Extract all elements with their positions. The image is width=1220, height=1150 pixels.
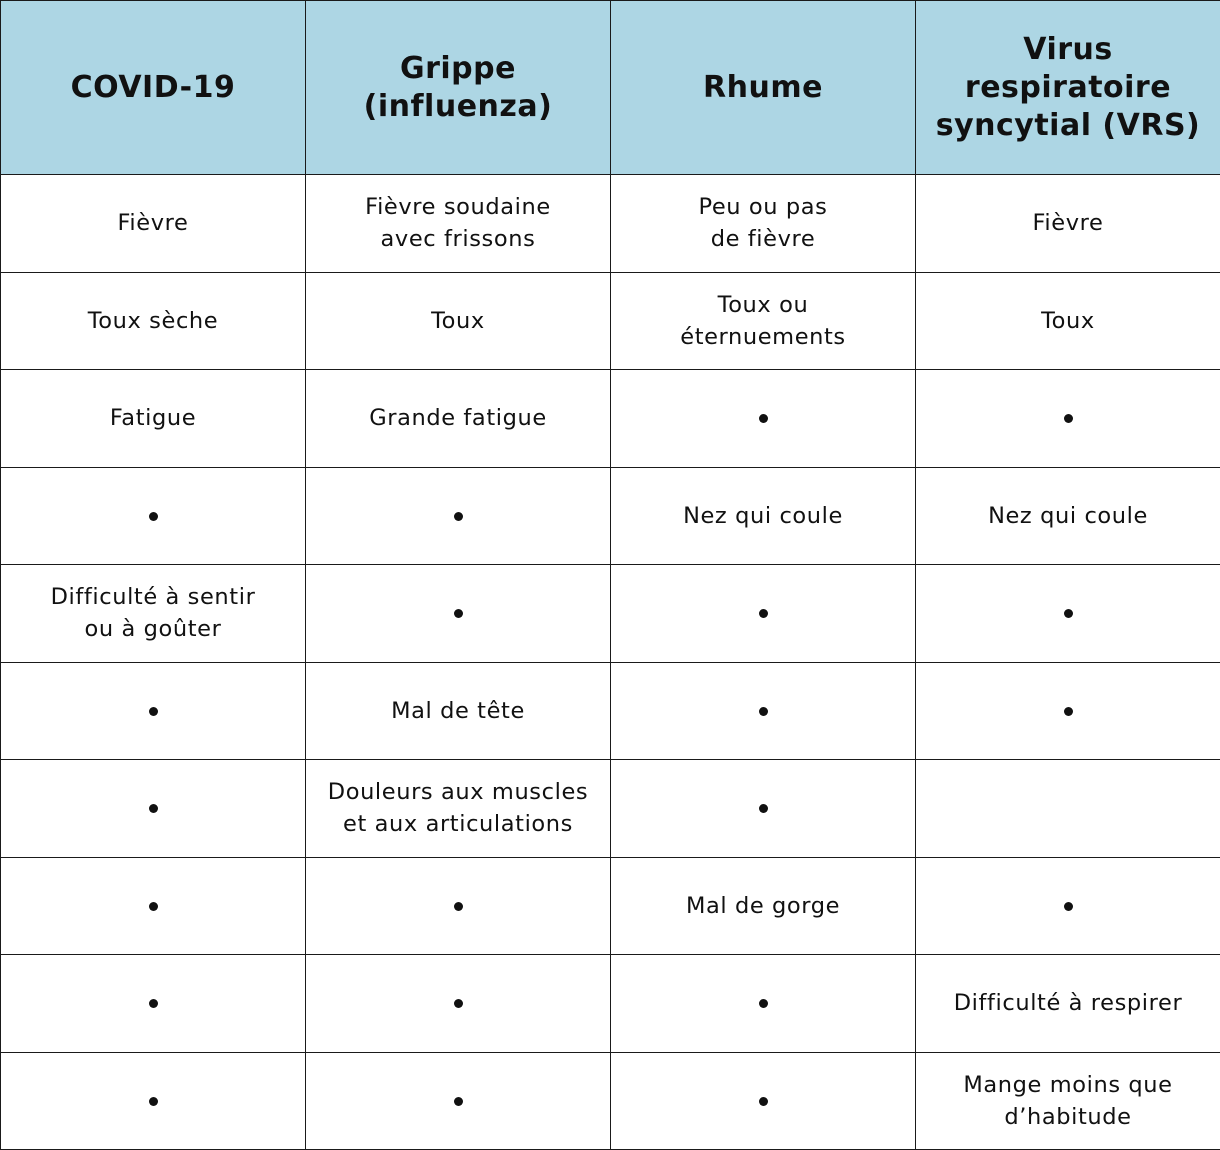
table-cell-covid — [1, 175, 306, 273]
column-header-covid — [1, 1, 306, 175]
column-header-label: Virus respiratoire syncytial (VRS) — [936, 31, 1201, 145]
table-cell-covid — [1, 955, 306, 1053]
bullet-icon — [759, 804, 768, 813]
table-row — [1, 370, 1220, 468]
table-cell-vrs — [916, 565, 1220, 663]
table-cell-covid — [1, 565, 306, 663]
table-cell-grippe — [306, 662, 611, 760]
table-cell-rhume — [611, 467, 916, 565]
bullet-icon — [454, 1097, 463, 1106]
table-cell-vrs — [916, 175, 1220, 273]
table-cell-rhume — [611, 272, 916, 370]
cell-text: Peu ou pas de fièvre — [699, 191, 828, 255]
table-cell-vrs — [916, 467, 1220, 565]
bullet-icon — [454, 902, 463, 911]
bullet-icon — [454, 999, 463, 1008]
table-cell-covid — [1, 1052, 306, 1150]
table-cell-covid — [1, 370, 306, 468]
bullet-icon — [759, 999, 768, 1008]
cell-text: Mal de tête — [391, 695, 525, 727]
table-cell-grippe — [306, 565, 611, 663]
column-header-grippe — [306, 1, 611, 175]
cell-text: Fièvre — [118, 207, 189, 239]
cell-text: Toux — [431, 305, 485, 337]
table-cell-grippe — [306, 857, 611, 955]
table-cell-grippe — [306, 467, 611, 565]
column-header-label: COVID-19 — [71, 69, 236, 107]
table-cell-grippe — [306, 1052, 611, 1150]
bullet-icon — [1064, 414, 1073, 423]
cell-text: Fièvre soudaine avec frissons — [365, 191, 551, 255]
header-row — [1, 1, 1220, 175]
bullet-icon — [149, 512, 158, 521]
table-cell-covid — [1, 760, 306, 858]
table-cell-rhume — [611, 760, 916, 858]
table-cell-vrs — [916, 760, 1220, 858]
table-cell-grippe — [306, 760, 611, 858]
table-cell-rhume — [611, 565, 916, 663]
table-row — [1, 565, 1220, 663]
table-cell-covid — [1, 857, 306, 955]
table-row — [1, 467, 1220, 565]
bullet-icon — [1064, 707, 1073, 716]
table-cell-grippe — [306, 272, 611, 370]
bullet-icon — [149, 1097, 158, 1106]
table-cell-rhume — [611, 955, 916, 1053]
bullet-icon — [759, 609, 768, 618]
cell-text: Difficulté à sentir ou à goûter — [51, 581, 256, 645]
bullet-icon — [149, 707, 158, 716]
column-header-label: Rhume — [703, 69, 823, 107]
table-cell-covid — [1, 662, 306, 760]
cell-text: Toux sèche — [88, 305, 218, 337]
table-cell-vrs — [916, 955, 1220, 1053]
column-header-rhume — [611, 1, 916, 175]
cell-text: Mal de gorge — [686, 890, 840, 922]
bullet-icon — [149, 804, 158, 813]
cell-text: Difficulté à respirer — [954, 987, 1183, 1019]
bullet-icon — [149, 902, 158, 911]
cell-text: Fièvre — [1033, 207, 1104, 239]
cell-text: Douleurs aux muscles et aux articulations — [328, 776, 588, 840]
table-row — [1, 662, 1220, 760]
table-body — [1, 175, 1220, 1150]
cell-text: Nez qui coule — [988, 500, 1148, 532]
table-cell-rhume — [611, 662, 916, 760]
table-cell-covid — [1, 467, 306, 565]
bullet-icon — [149, 999, 158, 1008]
table-cell-grippe — [306, 370, 611, 468]
table-row — [1, 175, 1220, 273]
table-row — [1, 272, 1220, 370]
bullet-icon — [1064, 902, 1073, 911]
table-cell-vrs — [916, 370, 1220, 468]
cell-text: Nez qui coule — [683, 500, 843, 532]
cell-text: Mange moins que d’habitude — [963, 1069, 1172, 1133]
cell-text: Grande fatigue — [369, 402, 547, 434]
table-cell-vrs — [916, 1052, 1220, 1150]
table-row — [1, 760, 1220, 858]
table-cell-vrs — [916, 272, 1220, 370]
bullet-icon — [759, 414, 768, 423]
table-cell-rhume — [611, 857, 916, 955]
table-cell-vrs — [916, 662, 1220, 760]
bullet-icon — [1064, 609, 1073, 618]
table-cell-covid — [1, 272, 306, 370]
bullet-icon — [454, 512, 463, 521]
bullet-icon — [759, 1097, 768, 1106]
table-cell-rhume — [611, 175, 916, 273]
table-row — [1, 955, 1220, 1053]
cell-text: Toux — [1041, 305, 1095, 337]
column-header-vrs — [916, 1, 1220, 175]
bullet-icon — [759, 707, 768, 716]
table-cell-grippe — [306, 955, 611, 1053]
table-cell-rhume — [611, 1052, 916, 1150]
table-cell-grippe — [306, 175, 611, 273]
table-header — [1, 1, 1220, 175]
cell-text: Toux ou éternuements — [680, 289, 846, 353]
table-row — [1, 857, 1220, 955]
table-row — [1, 1052, 1220, 1150]
table-cell-rhume — [611, 370, 916, 468]
column-header-label: Grippe (influenza) — [364, 50, 553, 126]
table-cell-vrs — [916, 857, 1220, 955]
cell-text: Fatigue — [110, 402, 196, 434]
bullet-icon — [454, 609, 463, 618]
